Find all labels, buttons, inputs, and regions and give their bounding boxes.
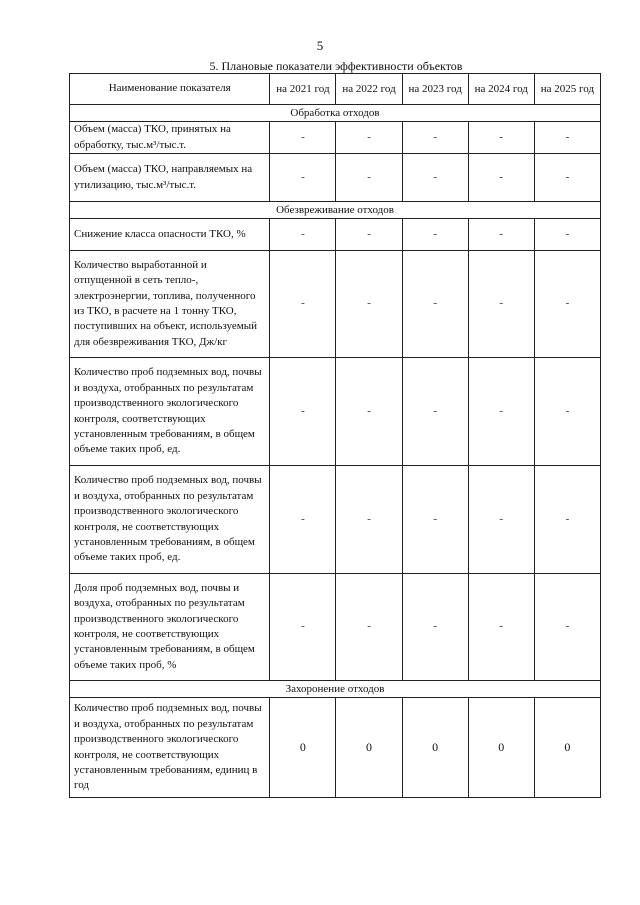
value-cell: - [270,219,336,251]
indicator-name: Объем (масса) ТКО, направляемых на утилизацию, тыс.м³/тыс.т. [70,154,270,202]
section-row [70,681,601,698]
indicator-name: Снижение класса опасности ТКО, % [70,219,270,251]
value-cell: - [402,574,468,681]
value-cell: - [468,574,534,681]
value-cell: - [336,574,402,681]
value-cell: - [402,358,468,466]
table-row [70,698,601,798]
value-cell: - [534,358,600,466]
value-cell: - [270,574,336,681]
indicator-name: Количество выработанной и отпущенной в сеть тепло-, электроэнергии, топлива, полученного из ТКО, в расчете на 1 тонну ТКО, поступивших на объект, используемый для обезвреживания ТКО, Дж/кг [70,251,270,358]
value-cell: 0 [468,698,534,798]
header-year-2024: на 2024 год [468,74,534,105]
value-cell: - [270,466,336,574]
value-cell: 0 [534,698,600,798]
header-year-2022: на 2022 год [336,74,402,105]
value-cell: - [534,574,600,681]
value-cell: - [270,154,336,202]
value-cell: - [336,219,402,251]
value-cell: - [468,219,534,251]
table-row [70,251,601,358]
header-indicator-name: Наименование показателя [70,74,270,105]
value-cell: - [336,122,402,154]
value-cell: - [270,251,336,358]
table-row [70,574,601,681]
header-year-2021: на 2021 год [270,74,336,105]
indicator-name: Объем (масса) ТКО, принятых на обработку, тыс.м³/тыс.т. [70,122,270,154]
performance-indicators-table [69,73,601,798]
value-cell: - [468,358,534,466]
table-header-row [70,74,601,105]
section-title-processing: Обработка отходов [70,105,601,122]
value-cell: - [534,122,600,154]
section-row [70,105,601,122]
value-cell: - [270,358,336,466]
indicator-name: Количество проб подземных вод, почвы и воздуха, отобранных по результатам производственного экологического контроля, соответствующих установленным требованиям, в общем объеме таких проб, ед. [70,358,270,466]
table-title: 5. Плановые показатели эффективности объектов [209,59,463,73]
table-row [70,122,601,154]
value-cell: - [468,122,534,154]
section-title-burial: Захоронение отходов [70,681,601,698]
value-cell: - [336,154,402,202]
value-cell: - [468,154,534,202]
value-cell: 0 [402,698,468,798]
indicator-name: Количество проб подземных вод, почвы и воздуха, отобранных по результатам производственного экологического контроля, не соответствующих установленным требованиям, единиц в год [70,698,270,798]
value-cell: 0 [336,698,402,798]
value-cell: - [468,251,534,358]
value-cell: - [534,466,600,574]
section-title-neutralization: Обезвреживание отходов [70,202,601,219]
table-row [70,154,601,202]
table-row [70,219,601,251]
value-cell: - [468,466,534,574]
value-cell: - [402,466,468,574]
table-row [70,358,601,466]
page-number: 5 [316,38,324,53]
table-row [70,466,601,574]
value-cell: - [402,154,468,202]
value-cell: - [336,358,402,466]
section-row [70,202,601,219]
value-cell: - [534,154,600,202]
header-year-2023: на 2023 год [402,74,468,105]
value-cell: - [402,251,468,358]
value-cell: - [534,251,600,358]
value-cell: 0 [270,698,336,798]
indicator-name: Доля проб подземных вод, почвы и воздуха, отобранных по результатам производственного экологического контроля, не соответствующих установленным требованиям, в общем объеме таких проб, % [70,574,270,681]
value-cell: - [270,122,336,154]
value-cell: - [336,251,402,358]
value-cell: - [402,219,468,251]
value-cell: - [336,466,402,574]
indicator-name: Количество проб подземных вод, почвы и воздуха, отобранных по результатам производственного экологического контроля, не соответствующих установленным требованиям, в общем объеме таких проб, ед. [70,466,270,574]
value-cell: - [534,219,600,251]
header-year-2025: на 2025 год [534,74,600,105]
value-cell: - [402,122,468,154]
